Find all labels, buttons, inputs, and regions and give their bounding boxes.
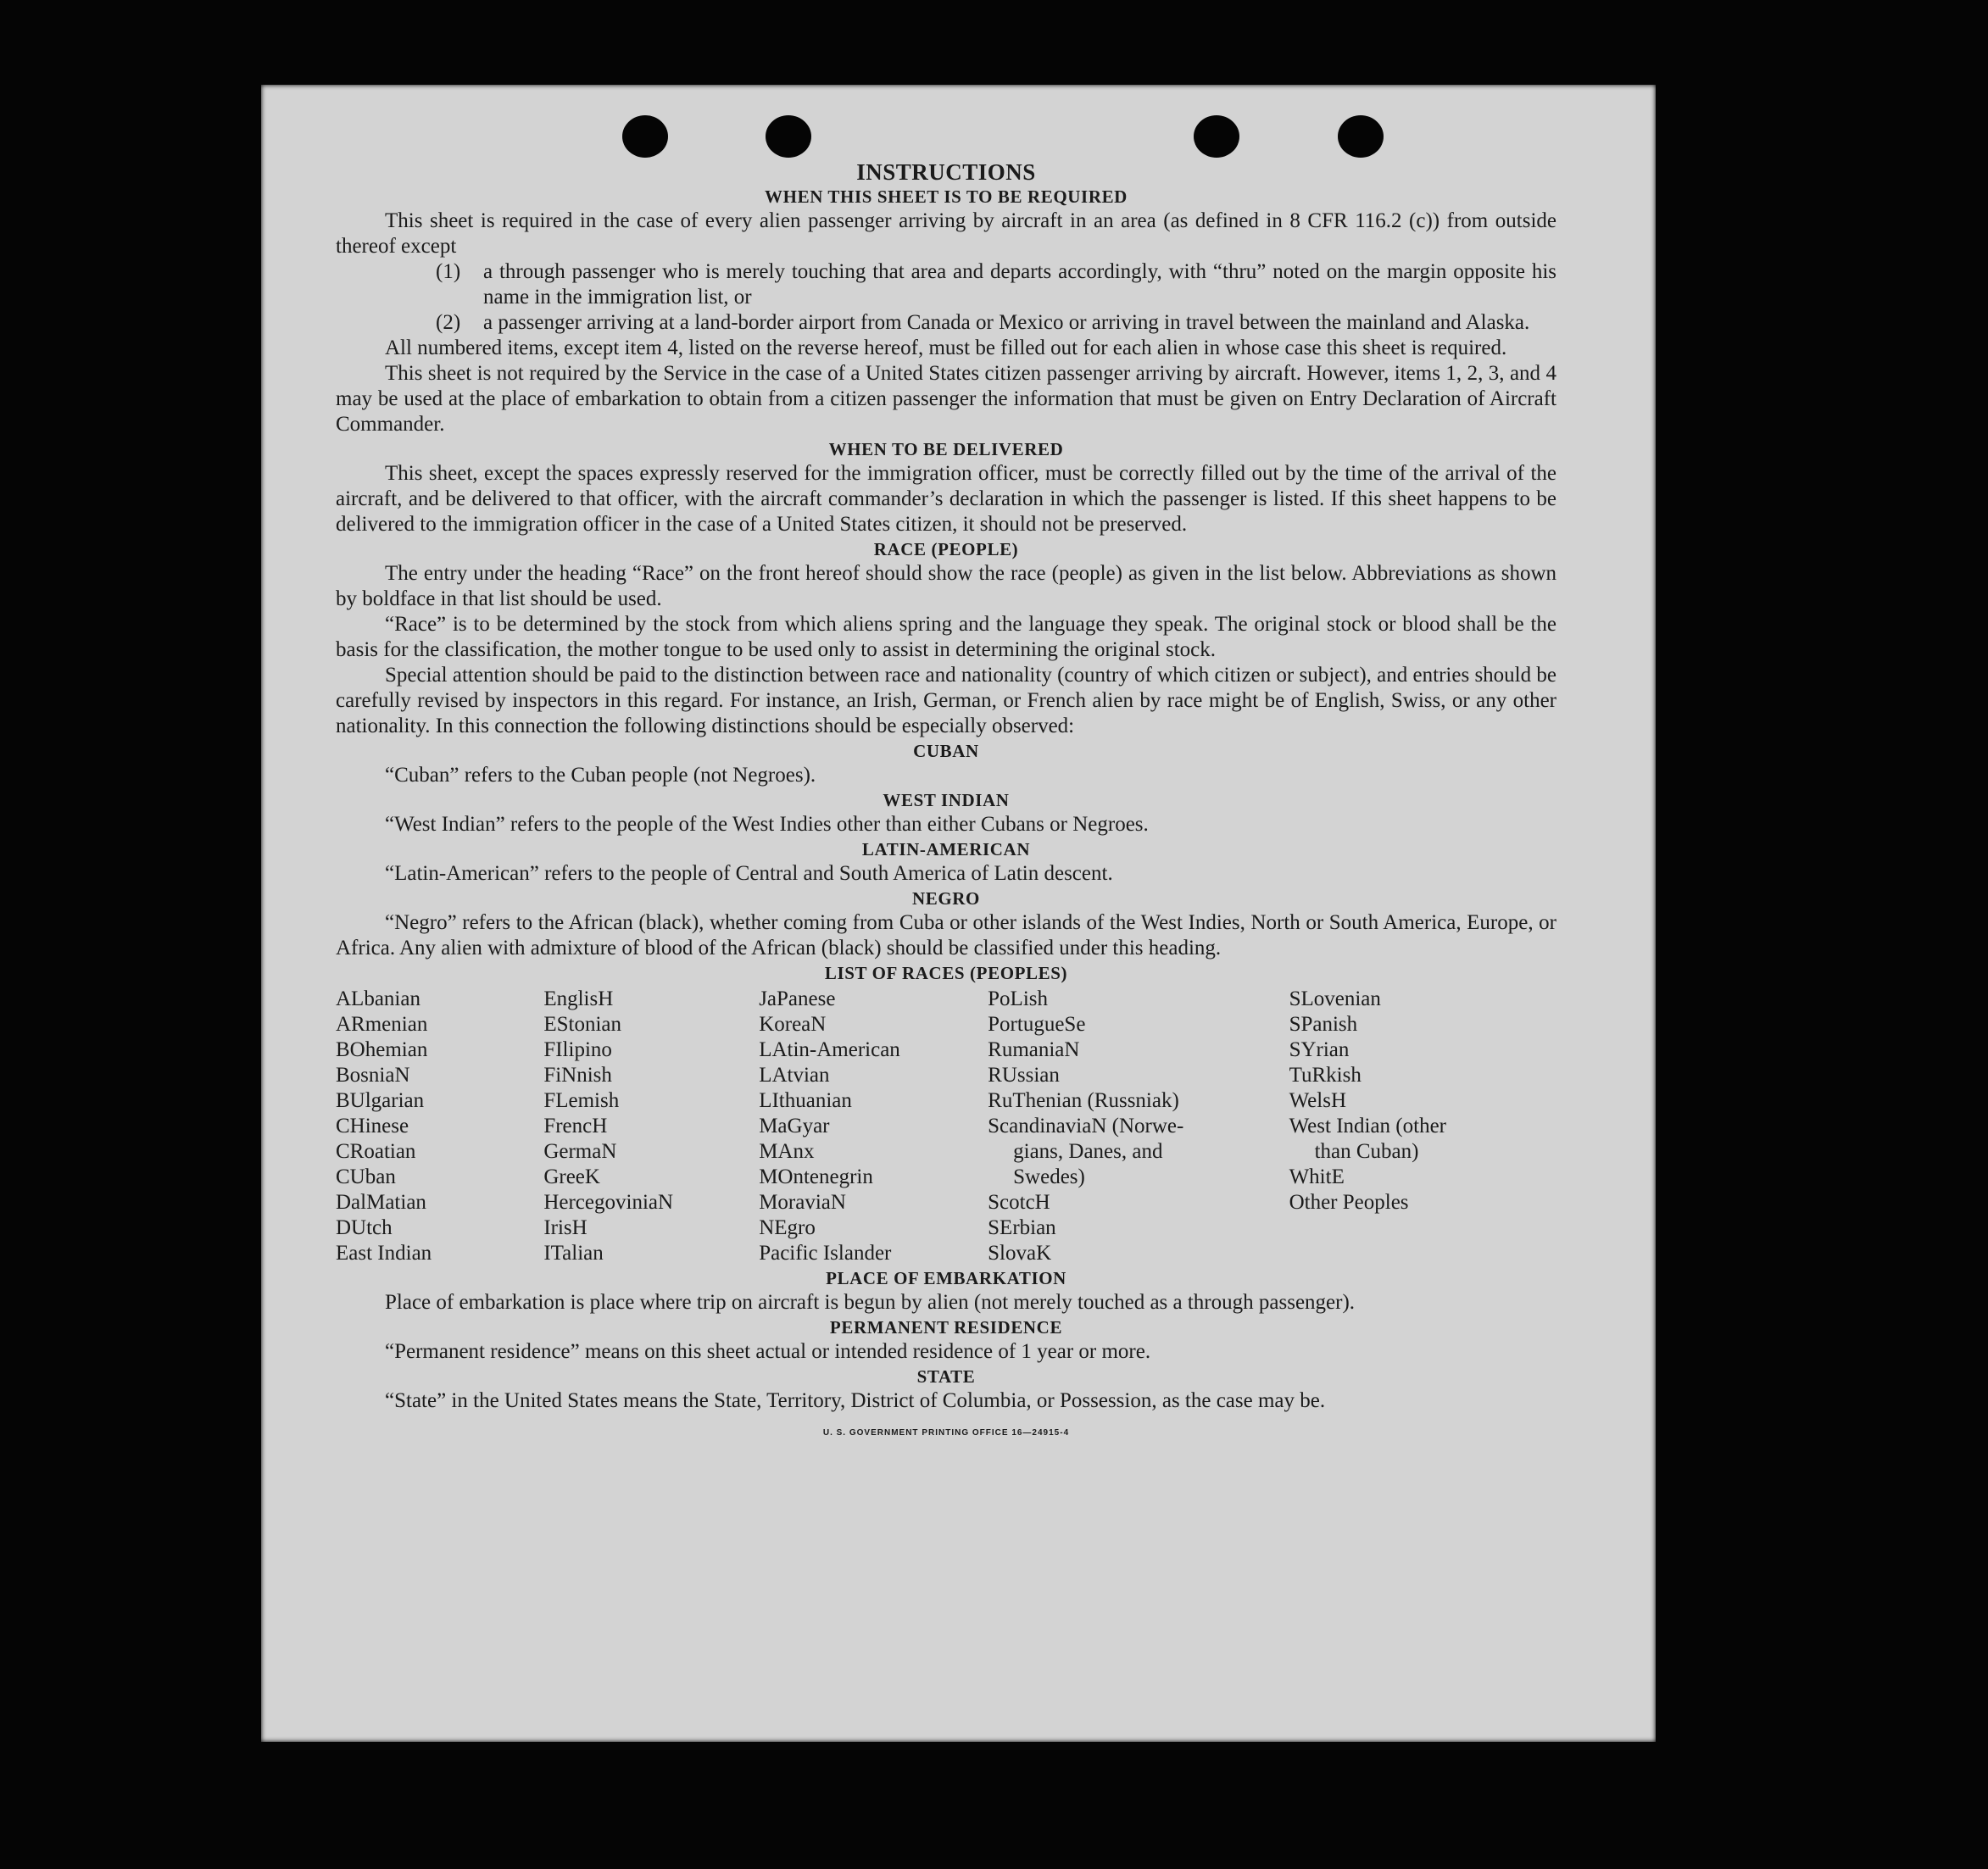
list-item [436, 259, 1556, 310]
punch-hole [1194, 115, 1239, 158]
race-item: DalMatian [336, 1191, 426, 1214]
paragraph: “Cuban” refers to the Cuban people (not Negroes). [385, 764, 816, 787]
race-item: FLemish [543, 1089, 620, 1112]
item-text: a passenger arriving at a land-border airport from Canada or Mexico or arriving in travel between the mainland and Alaska. [483, 311, 1530, 334]
race-item: LAtvian [759, 1064, 830, 1087]
race-item: SPanish [1289, 1013, 1358, 1036]
race-item: GermaN [543, 1140, 617, 1163]
punch-hole [1338, 115, 1384, 158]
paragraph: All numbered items, except item 4, listed on the reverse hereof, must be filled out for each alien in whose case this sheet is required. [385, 337, 1507, 359]
race-item: TuRkish [1289, 1064, 1362, 1087]
race-item: SLovenian [1289, 987, 1381, 1010]
punch-hole [766, 115, 811, 158]
race-item: CHinese [336, 1115, 409, 1138]
race-item: EStonian [543, 1013, 621, 1036]
race-item: PoLish [988, 987, 1048, 1010]
race-item: MaGyar [759, 1115, 830, 1138]
race-item: ITalian [543, 1242, 604, 1265]
section-heading: WEST INDIAN [883, 790, 1010, 810]
item-number: (1) [436, 260, 461, 283]
race-item: JaPanese [759, 987, 836, 1010]
race-item: than Cuban) [1314, 1140, 1419, 1163]
punch-hole [622, 115, 668, 158]
paragraph: “Permanent residence” means on this sheet actual or intended residence of 1 year or more. [385, 1340, 1151, 1363]
race-item: LIthuanian [759, 1089, 852, 1112]
paragraph: “Race” is to be determined by the stock from which aliens spring and the language they speak. The original stock or blood shall be the basis for the classification, the mother tongue to be used only to assist in determining the original stock. [336, 613, 1556, 661]
paragraph: This sheet is required in the case of every alien passenger arriving by aircraft in an area (as defined in 8 CFR 116.2 (c)) from outside thereof except [336, 209, 1556, 258]
instructions-content [336, 159, 1556, 1446]
section-heading: WHEN TO BE DELIVERED [828, 439, 1064, 459]
list-item [436, 310, 1556, 336]
race-item: LAtin-American [759, 1038, 900, 1061]
race-column [759, 987, 988, 1266]
race-item: FrencH [543, 1115, 608, 1138]
race-item: CUban [336, 1165, 396, 1188]
race-item: DUtch [336, 1216, 393, 1239]
race-item: RumaniaN [988, 1038, 1080, 1061]
race-item: Other Peoples [1289, 1191, 1409, 1214]
race-item: Swedes) [1013, 1165, 1085, 1188]
race-item: BUlgarian [336, 1089, 425, 1112]
race-item: SErbian [988, 1216, 1056, 1239]
paragraph: This sheet is not required by the Service in the case of a United States citizen passenger arriving by aircraft. However, items 1, 2, 3, and 4 may be used at the place of embarkation to obtain from a citizen passenger the information that must be given on Entry Declaration of Aircraft Commander. [336, 362, 1556, 436]
race-item: GreeK [543, 1165, 600, 1188]
race-item: MoraviaN [759, 1191, 846, 1214]
race-item: WelsH [1289, 1089, 1346, 1112]
race-item: BosniaN [336, 1064, 410, 1087]
race-column [336, 987, 543, 1266]
race-item: SYrian [1289, 1038, 1350, 1061]
race-item: ALbanian [336, 987, 420, 1010]
document-sheet [261, 85, 1656, 1742]
paragraph: Place of embarkation is place where trip on aircraft is begun by alien (not merely touched as a through passenger). [385, 1291, 1356, 1314]
race-item: IrisH [543, 1216, 587, 1239]
race-column [1225, 987, 1556, 1266]
section-heading: NEGRO [911, 888, 980, 909]
section-heading: LATIN-AMERICAN [861, 839, 1031, 859]
section-heading: STATE [916, 1366, 976, 1387]
race-item: RuThenian (Russniak) [988, 1089, 1179, 1112]
race-item: NEgro [759, 1216, 816, 1239]
race-item: BOhemian [336, 1038, 428, 1061]
race-item: ScandinaviaN (Norwe- [988, 1115, 1184, 1138]
section-heading: PLACE OF EMBARKATION [826, 1268, 1066, 1288]
item-text: a through passenger who is merely touching that area and departs accordingly, with “thru” noted on the margin opposite his name in the immigration list, or [483, 260, 1556, 309]
race-item: CRoatian [336, 1140, 416, 1163]
race-item: SlovaK [988, 1242, 1052, 1265]
paragraph: “Latin-American” refers to the people of Central and South America of Latin descent. [385, 862, 1113, 885]
section-heading: WHEN THIS SHEET IS TO BE REQUIRED [765, 186, 1128, 207]
section-heading: LIST OF RACES (PEOPLES) [824, 963, 1068, 983]
paragraph: The entry under the heading “Race” on the front hereof should show the race (people) as given in the list below. Abbreviations as shown by boldface in that list should be used. [336, 562, 1556, 610]
race-column [988, 987, 1224, 1266]
race-item: FiNnish [543, 1064, 612, 1087]
race-item: FIlipino [543, 1038, 612, 1061]
section-heading: PERMANENT RESIDENCE [829, 1317, 1063, 1338]
page-title: INSTRUCTIONS [856, 159, 1036, 185]
race-item: ScotcH [988, 1191, 1050, 1214]
race-item: ARmenian [336, 1013, 428, 1036]
race-item: EnglisH [543, 987, 614, 1010]
race-item: Pacific Islander [759, 1242, 892, 1265]
printer-imprint: U. S. GOVERNMENT PRINTING OFFICE 16—24915-4 [822, 1428, 1070, 1438]
race-item: gians, Danes, and [1013, 1140, 1163, 1163]
race-column [543, 987, 759, 1266]
paragraph: “State” in the United States means the State, Territory, District of Columbia, or Possession, as the case may be. [385, 1389, 1326, 1412]
paragraph: “West Indian” refers to the people of the West Indies other than either Cubans or Negroes. [385, 813, 1149, 836]
race-item: KoreaN [759, 1013, 827, 1036]
paragraph: “Negro” refers to the African (black), whether coming from Cuba or other islands of the West Indies, North or South America, Europe, or Africa. Any alien with admixture of blood of the African (black) should be classified under this heading. [336, 911, 1556, 960]
race-item: RUssian [988, 1064, 1060, 1087]
item-number: (2) [436, 311, 461, 334]
race-item: PortugueSe [988, 1013, 1086, 1036]
section-heading: CUBAN [913, 741, 979, 761]
race-item: MAnx [759, 1140, 815, 1163]
paragraph: This sheet, except the spaces expressly reserved for the immigration officer, must be correctly filled out by the time of the arrival of the aircraft, and be delivered to that officer, with the aircraft commander’s declaration in which the passenger is listed. If this sheet happens to be delivered to the immigration officer in the case of a United States citizen, it should not be preserved. [336, 462, 1556, 536]
race-item: East Indian [336, 1242, 432, 1265]
race-item: HercegoviniaN [543, 1191, 674, 1214]
race-item: West Indian (other [1289, 1115, 1447, 1138]
race-item: MOntenegrin [759, 1165, 873, 1188]
race-list [336, 987, 1556, 1266]
paragraph: Special attention should be paid to the distinction between race and nationality (country of which citizen or subject), and entries should be carefully revised by inspectors in this regard. For instance, an Irish, German, or French alien by race might be of English, Swiss, or any other nationality. In this connection the following distinctions should be especially observed: [336, 664, 1556, 737]
section-heading: RACE (PEOPLE) [873, 539, 1019, 559]
race-item: WhitE [1289, 1165, 1345, 1188]
